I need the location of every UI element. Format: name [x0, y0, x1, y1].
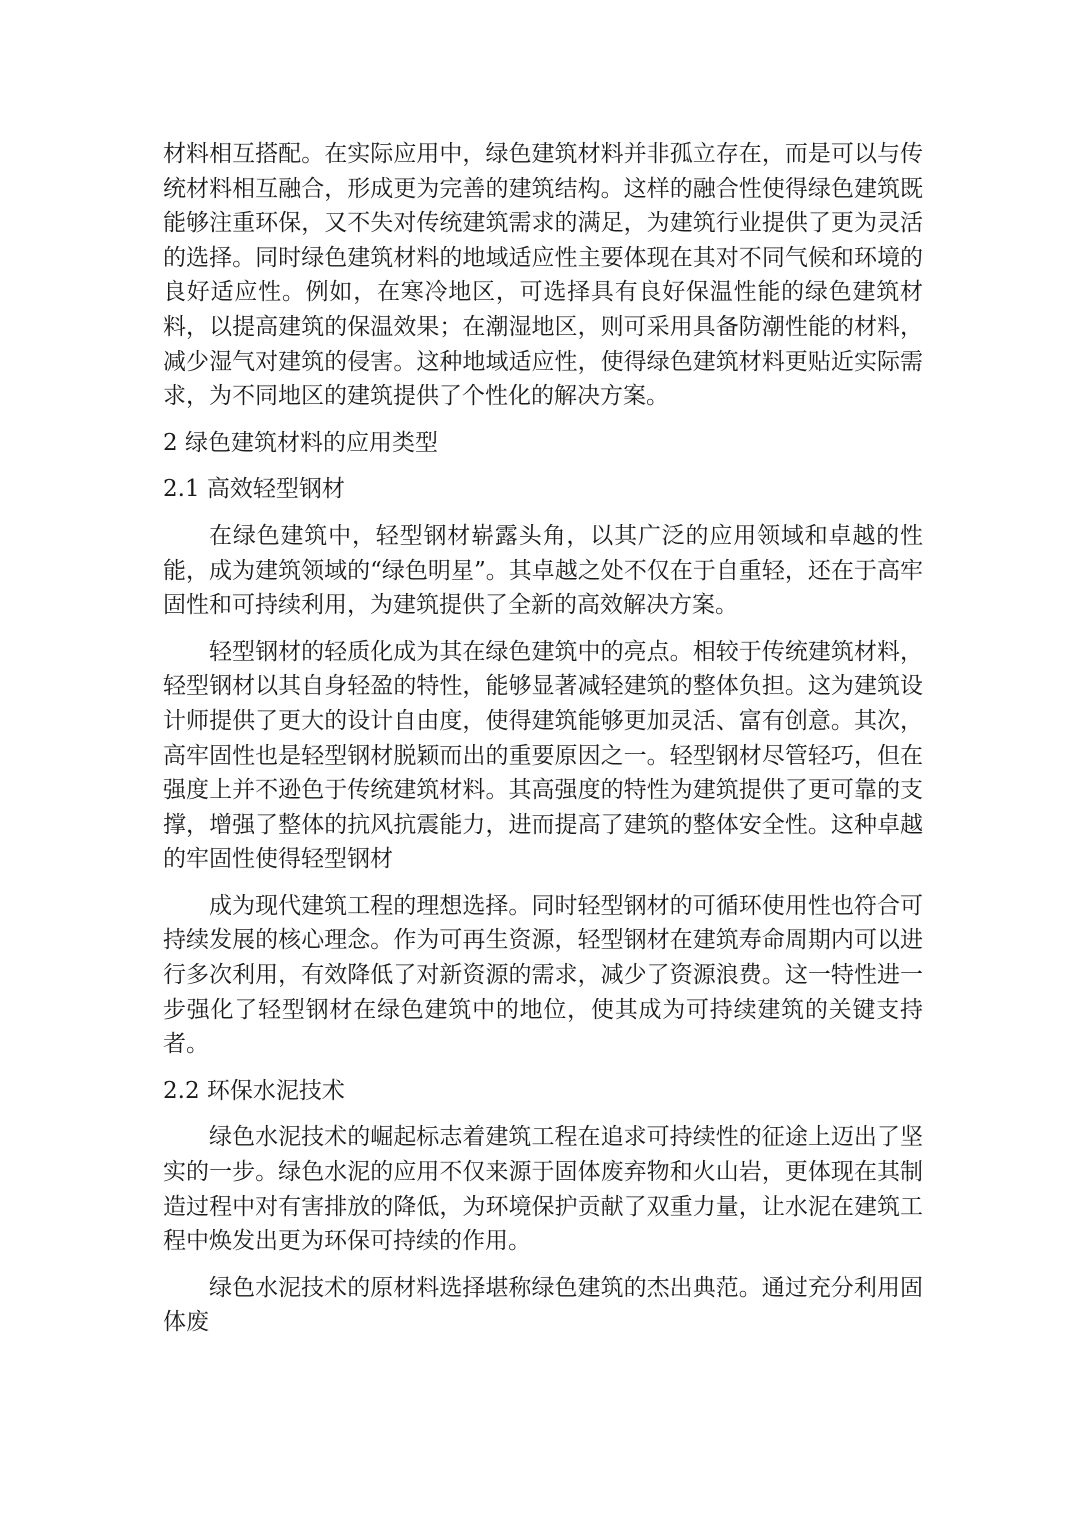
paragraph-steel-3: 成为现代建筑工程的理想选择。同时轻型钢材的可循环使用性也符合可持续发展的核心理念。作为可再生资源，轻型钢材在建筑寿命周期内可以进行多次利用，有效降低了对新资源的需求，减少了资源浪费。这一特性进一步强化了轻型钢材在绿色建筑中的地位，使其成为可持续建筑的关键支持者。 [163, 892, 923, 1058]
subsection-heading-2-2: 2.2 环保水泥技术 [163, 1077, 345, 1104]
paragraph-intro: 材料相互搭配。在实际应用中，绿色建筑材料并非孤立存在，而是可以与传统材料相互融合，形成更为完善的建筑结构。这样的融合性使得绿色建筑既能够注重环保，又不失对传统建筑需求的满足，为建筑行业提供了更为灵活的选择。同时绿色建筑材料的地域适应性主要体现在其对不同气候和环境的良好适应性。例如，在寒冷地区，可选择具有良好保温性能的绿色建筑材料，以提高建筑的保温效果；在潮湿地区，则可采用具备防潮性能的材料，减少湿气对建筑的侵害。这种地域适应性，使得绿色建筑材料更贴近实际需求，为不同地区的建筑提供了个性化的解决方案。 [163, 141, 923, 410]
document-body [163, 137, 923, 1340]
paragraph-steel-2: 轻型钢材的轻质化成为其在绿色建筑中的亮点。相较于传统建筑材料，轻型钢材以其自身轻盈的特性，能够显著减轻建筑的整体负担。这为建筑设计师提供了更大的设计自由度，使得建筑能够更加灵活、富有创意。其次，高牢固性也是轻型钢材脱颖而出的重要原因之一。轻型钢材尽管轻巧，但在强度上并不逊色于传统建筑材料。其高强度的特性为建筑提供了更可靠的支撑，增强了整体的抗风抗震能力，进而提高了建筑的整体安全性。这种卓越的牢固性使得轻型钢材 [163, 638, 923, 873]
paragraph-steel-1: 在绿色建筑中，轻型钢材崭露头角，以其广泛的应用领域和卓越的性能，成为建筑领域的“绿色明星”。其卓越之处不仅在于自重轻，还在于高牢固性和可持续利用，为建筑提供了全新的高效解决方案。 [163, 522, 923, 619]
paragraph-cement-2: 绿色水泥技术的原材料选择堪称绿色建筑的杰出典范。通过充分利用固体废 [163, 1274, 923, 1336]
subsection-heading-2-1: 2.1 高效轻型钢材 [163, 476, 345, 503]
paragraph-cement-1: 绿色水泥技术的崛起标志着建筑工程在追求可持续性的征途上迈出了坚实的一步。绿色水泥的应用不仅来源于固体废弃物和火山岩，更体现在其制造过程中对有害排放的降低，为环境保护贡献了双重力量，让水泥在建筑工程中焕发出更为环保可持续的作用。 [163, 1124, 923, 1255]
section-heading-2: 2 绿色建筑材料的应用类型 [163, 429, 438, 456]
